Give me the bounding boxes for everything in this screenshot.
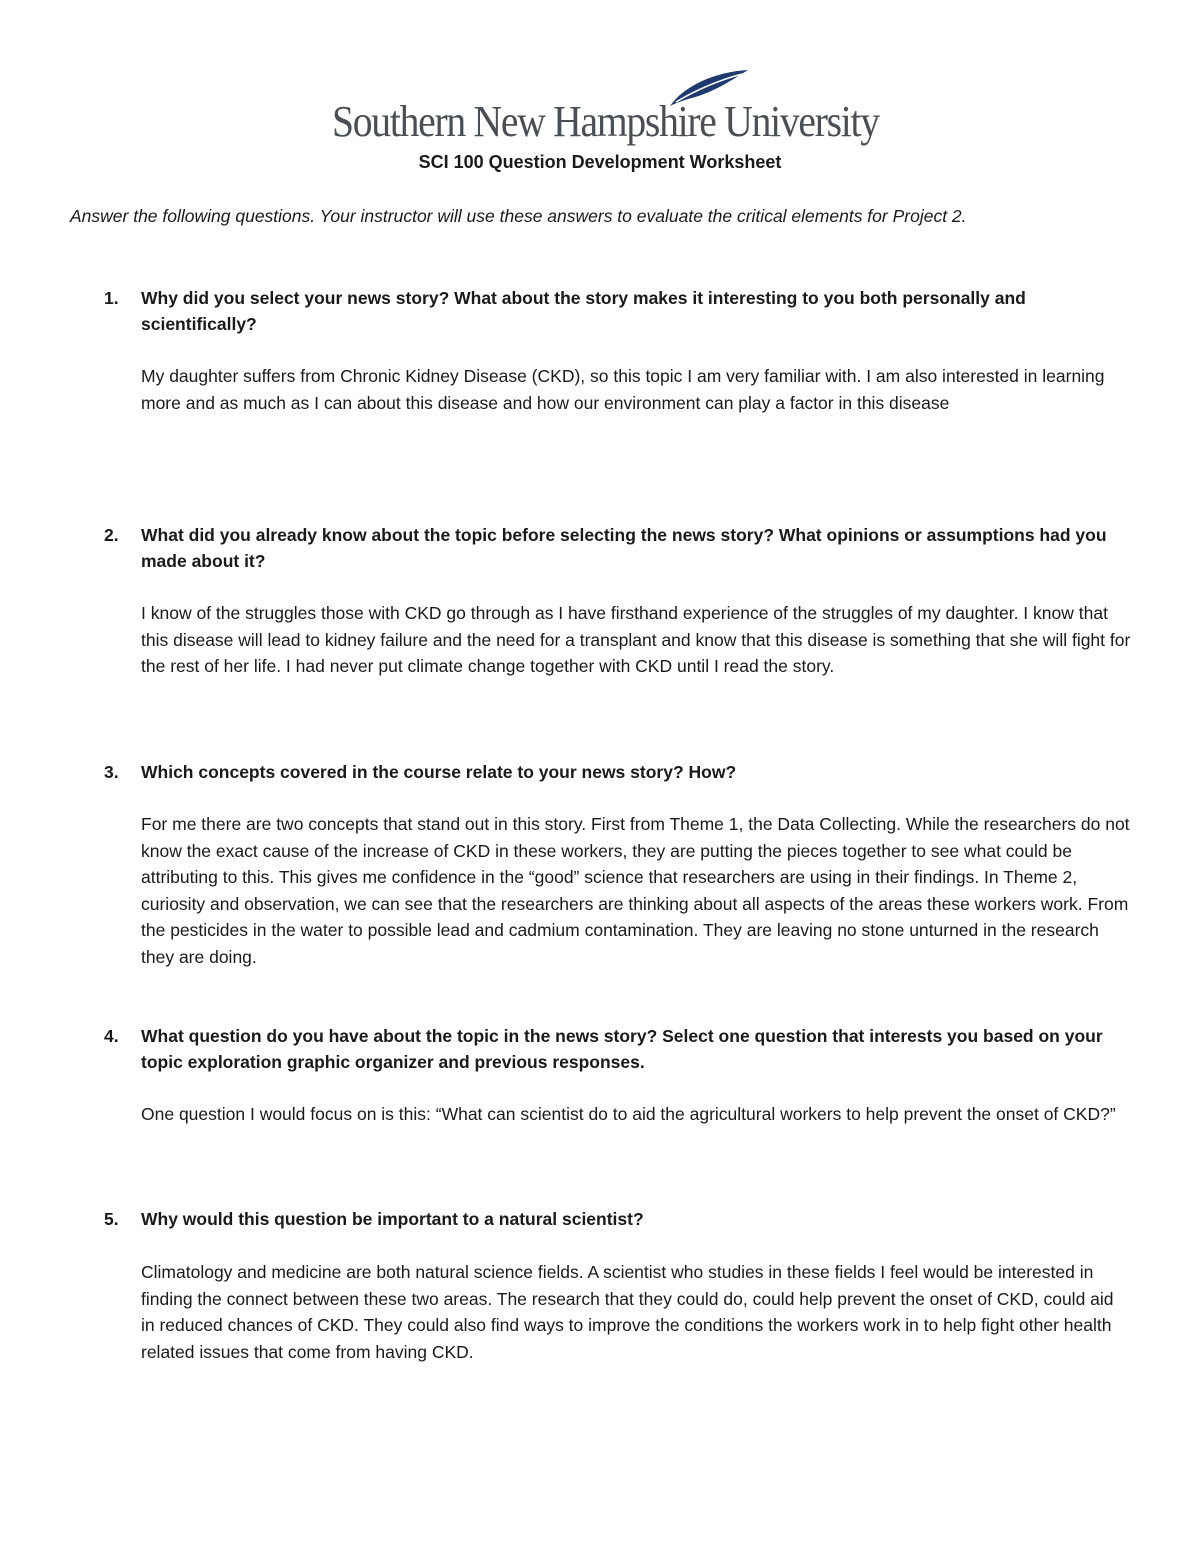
question-number: 5. xyxy=(104,1209,119,1229)
answer-text: My daughter suffers from Chronic Kidney Disease (CKD), so this topic I am very familiar with. I am also interested in learning more and as much as I can about this disease and how our environment can play a factor in this disease xyxy=(141,366,1105,413)
question-text: What did you already know about the topic before selecting the news story? What opinions or assumptions had you made about it? xyxy=(141,525,1107,571)
question-text: Why did you select your news story? What about the story makes it interesting to you both personally and scientifically? xyxy=(141,288,1026,334)
question-number: 1. xyxy=(104,288,119,308)
question-number: 4. xyxy=(104,1026,119,1046)
logo-wordmark: Southern New Hampshire University xyxy=(332,97,879,146)
answer-text: Climatology and medicine are both natural science fields. A scientist who studies in these fields I feel would be interested in finding the connect between these two areas. The research that they could do, could help prevent the onset of CKD, could aid in reduced chances of CKD. They could also find ways to improve the conditions the workers work in to help fight other health related issues that come from having CKD. xyxy=(141,1262,1114,1362)
answer-text: I know of the struggles those with CKD go through as I have firsthand experience of the struggles of my daughter. I know that this disease will lead to kidney failure and the need for a transplant and know that this disease is something that she will fight for the rest of her life. I had never put climate change together with CKD until I read the story. xyxy=(141,603,1131,676)
answer-text: One question I would focus on is this: “What can scientist do to aid the agricultural workers to help prevent the onset of CKD?” xyxy=(141,1104,1116,1124)
question-number: 2. xyxy=(104,525,119,545)
question-text: Which concepts covered in the course relate to your news story? How? xyxy=(141,762,737,782)
question-text: What question do you have about the topic in the news story? Select one question that interests you based on your topic exploration graphic organizer and previous responses. xyxy=(141,1026,1103,1072)
question-text: Why would this question be important to a natural scientist? xyxy=(141,1209,644,1229)
page-title: SCI 100 Question Development Worksheet xyxy=(418,152,782,172)
instructions-text: Answer the following questions. Your instructor will use these answers to evaluate the critical elements for Project 2. xyxy=(70,206,967,226)
university-logo xyxy=(332,68,879,154)
question-number: 3. xyxy=(104,762,119,782)
answer-text: For me there are two concepts that stand out in this story. First from Theme 1, the Data Collecting. While the researchers do not know the exact cause of the increase of CKD in these workers, they are putting the pieces together to see what could be attributing to this. This gives me confidence in the “good” science that researchers are using in their findings. In Theme 2, curiosity and observation, we can see that the researchers are thinking about all aspects of the areas these workers work. From the pesticides in the water to possible lead and cadmium contamination. They are leaving no stone unturned in the research they are doing. xyxy=(141,814,1130,967)
